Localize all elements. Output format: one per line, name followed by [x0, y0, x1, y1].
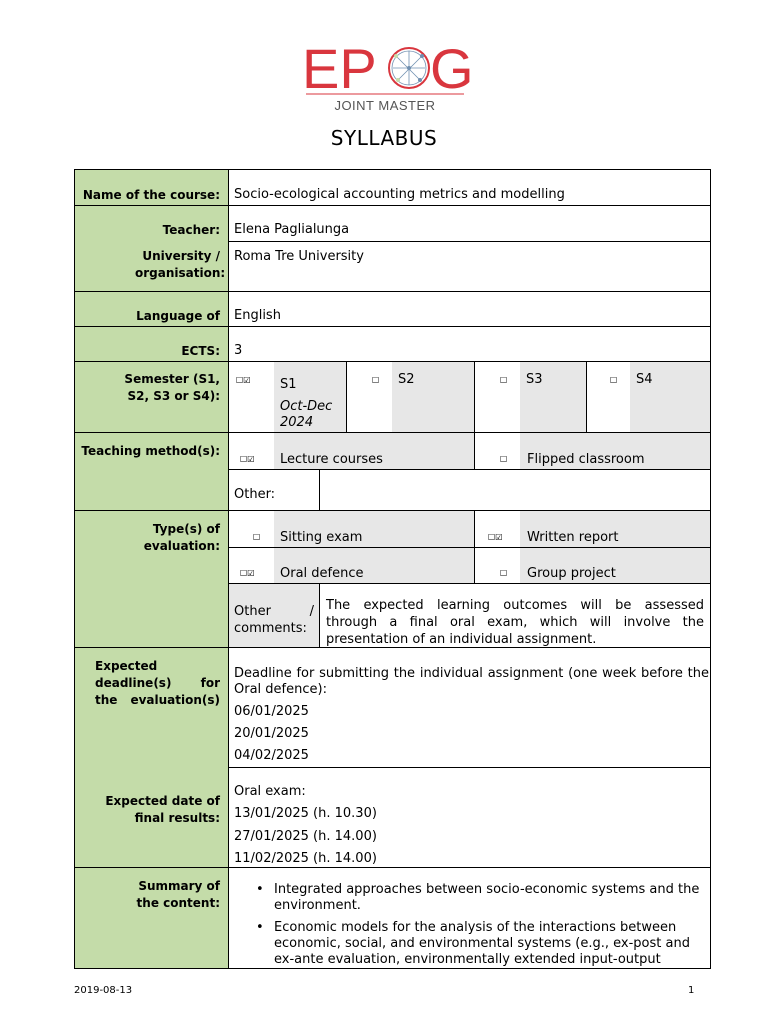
method-flipped-label: Flipped classroom	[527, 452, 645, 467]
label-final-results: Expected date of final results:	[105, 794, 220, 825]
semester-s2-checkbox[interactable]: ☐	[372, 372, 380, 386]
logo-letter-g: G	[430, 37, 470, 100]
semester-s1-label: S1	[280, 377, 297, 392]
label-ects: ECTS:	[75, 327, 228, 362]
language-value: English	[234, 308, 281, 323]
course-name-value: Socio-ecological accounting metrics and modelling	[234, 187, 565, 202]
semester-s3-label: S3	[526, 372, 543, 387]
label-course-name: Name of the course:	[75, 170, 228, 206]
summary-content	[228, 882, 708, 974]
semester-s1-note: Oct-Dec 2024	[280, 399, 333, 430]
epog-logo	[300, 36, 470, 116]
epog-logo-graphic	[300, 36, 470, 116]
logo-subtitle: JOINT MASTER	[334, 98, 436, 113]
summary-list	[228, 882, 708, 968]
eval-written-label: Written report	[527, 530, 619, 545]
logo-letters-ep: EP	[302, 37, 377, 100]
final-result-date-3: 11/02/2025 (h. 14.00)	[234, 851, 377, 866]
deadline-date-1: 06/01/2025	[234, 704, 309, 719]
method-lecture-checkbox[interactable]: ☐☑	[240, 451, 255, 465]
eval-written-checkbox[interactable]: ☐☑	[488, 529, 503, 543]
deadlines-intro: Deadline for submitting the individual assignment (one week before the Oral defence):	[234, 666, 709, 697]
label-semester: Semester (S1, S2, S3 or S4):	[75, 362, 228, 433]
bullet-icon: •	[256, 882, 264, 897]
page-number: 1	[688, 985, 695, 996]
label-teacher: Teacher:	[162, 223, 220, 237]
eval-sitting-checkbox[interactable]: ☐	[253, 529, 261, 543]
network-globe-icon	[389, 48, 429, 88]
university-value: Roma Tre University	[234, 249, 364, 264]
eval-comments-value: The expected learning outcomes will be assessed through a final oral exam, which will involve the presentation of an individual assignment.	[326, 598, 704, 647]
page-title: SYLLABUS	[330, 126, 438, 150]
bullet-icon: •	[256, 920, 264, 935]
eval-other-label: Other / comments:	[234, 604, 314, 636]
label-university: University / organisation:	[135, 249, 226, 280]
final-result-date-2: 27/01/2025 (h. 14.00)	[234, 829, 377, 844]
semester-s2-label: S2	[398, 372, 415, 387]
label-summary: Summary of the content:	[75, 868, 228, 968]
summary-item: • Integrated approaches between socio-economic systems and the environment.	[256, 882, 700, 913]
eval-oral-label: Oral defence	[280, 566, 364, 581]
semester-s4-checkbox[interactable]: ☐	[610, 372, 618, 386]
eval-sitting-label: Sitting exam	[280, 530, 363, 545]
method-flipped-checkbox[interactable]: ☐	[500, 451, 508, 465]
label-teacher-block	[75, 206, 228, 292]
teacher-value: Elena Paglialunga	[234, 222, 350, 237]
deadline-date-3: 04/02/2025	[234, 748, 309, 763]
deadline-date-2: 20/01/2025	[234, 726, 309, 741]
label-teaching-methods: Teaching method(s):	[75, 433, 228, 511]
label-language: Language of	[75, 292, 228, 327]
final-result-date-1: 13/01/2025 (h. 10.30)	[234, 806, 377, 821]
eval-oral-checkbox[interactable]: ☐☑	[240, 565, 255, 579]
semester-s4-label: S4	[636, 372, 653, 387]
semester-s1-checkbox[interactable]: ☐☑	[236, 372, 251, 386]
final-results-intro: Oral exam:	[234, 784, 306, 799]
label-evaluation-types: Type(s) of evaluation:	[75, 511, 228, 648]
method-lecture-label: Lecture courses	[280, 452, 383, 467]
ects-value: 3	[234, 343, 243, 358]
eval-group-checkbox[interactable]: ☐	[500, 565, 508, 579]
footer-date: 2019-08-13	[74, 985, 133, 996]
method-other-label: Other:	[234, 487, 276, 502]
label-deadlines: Expected deadline(s) for the evaluation(s)	[95, 659, 220, 707]
summary-item: • Economic models for the analysis of the interactions between economic, social, and environmental systems (e.g., ex-post and ex-ante evaluation, environmentally extended input-output	[256, 920, 690, 967]
semester-s3-checkbox[interactable]: ☐	[500, 372, 508, 386]
eval-group-label: Group project	[527, 566, 616, 581]
label-deadlines-block	[75, 648, 228, 868]
